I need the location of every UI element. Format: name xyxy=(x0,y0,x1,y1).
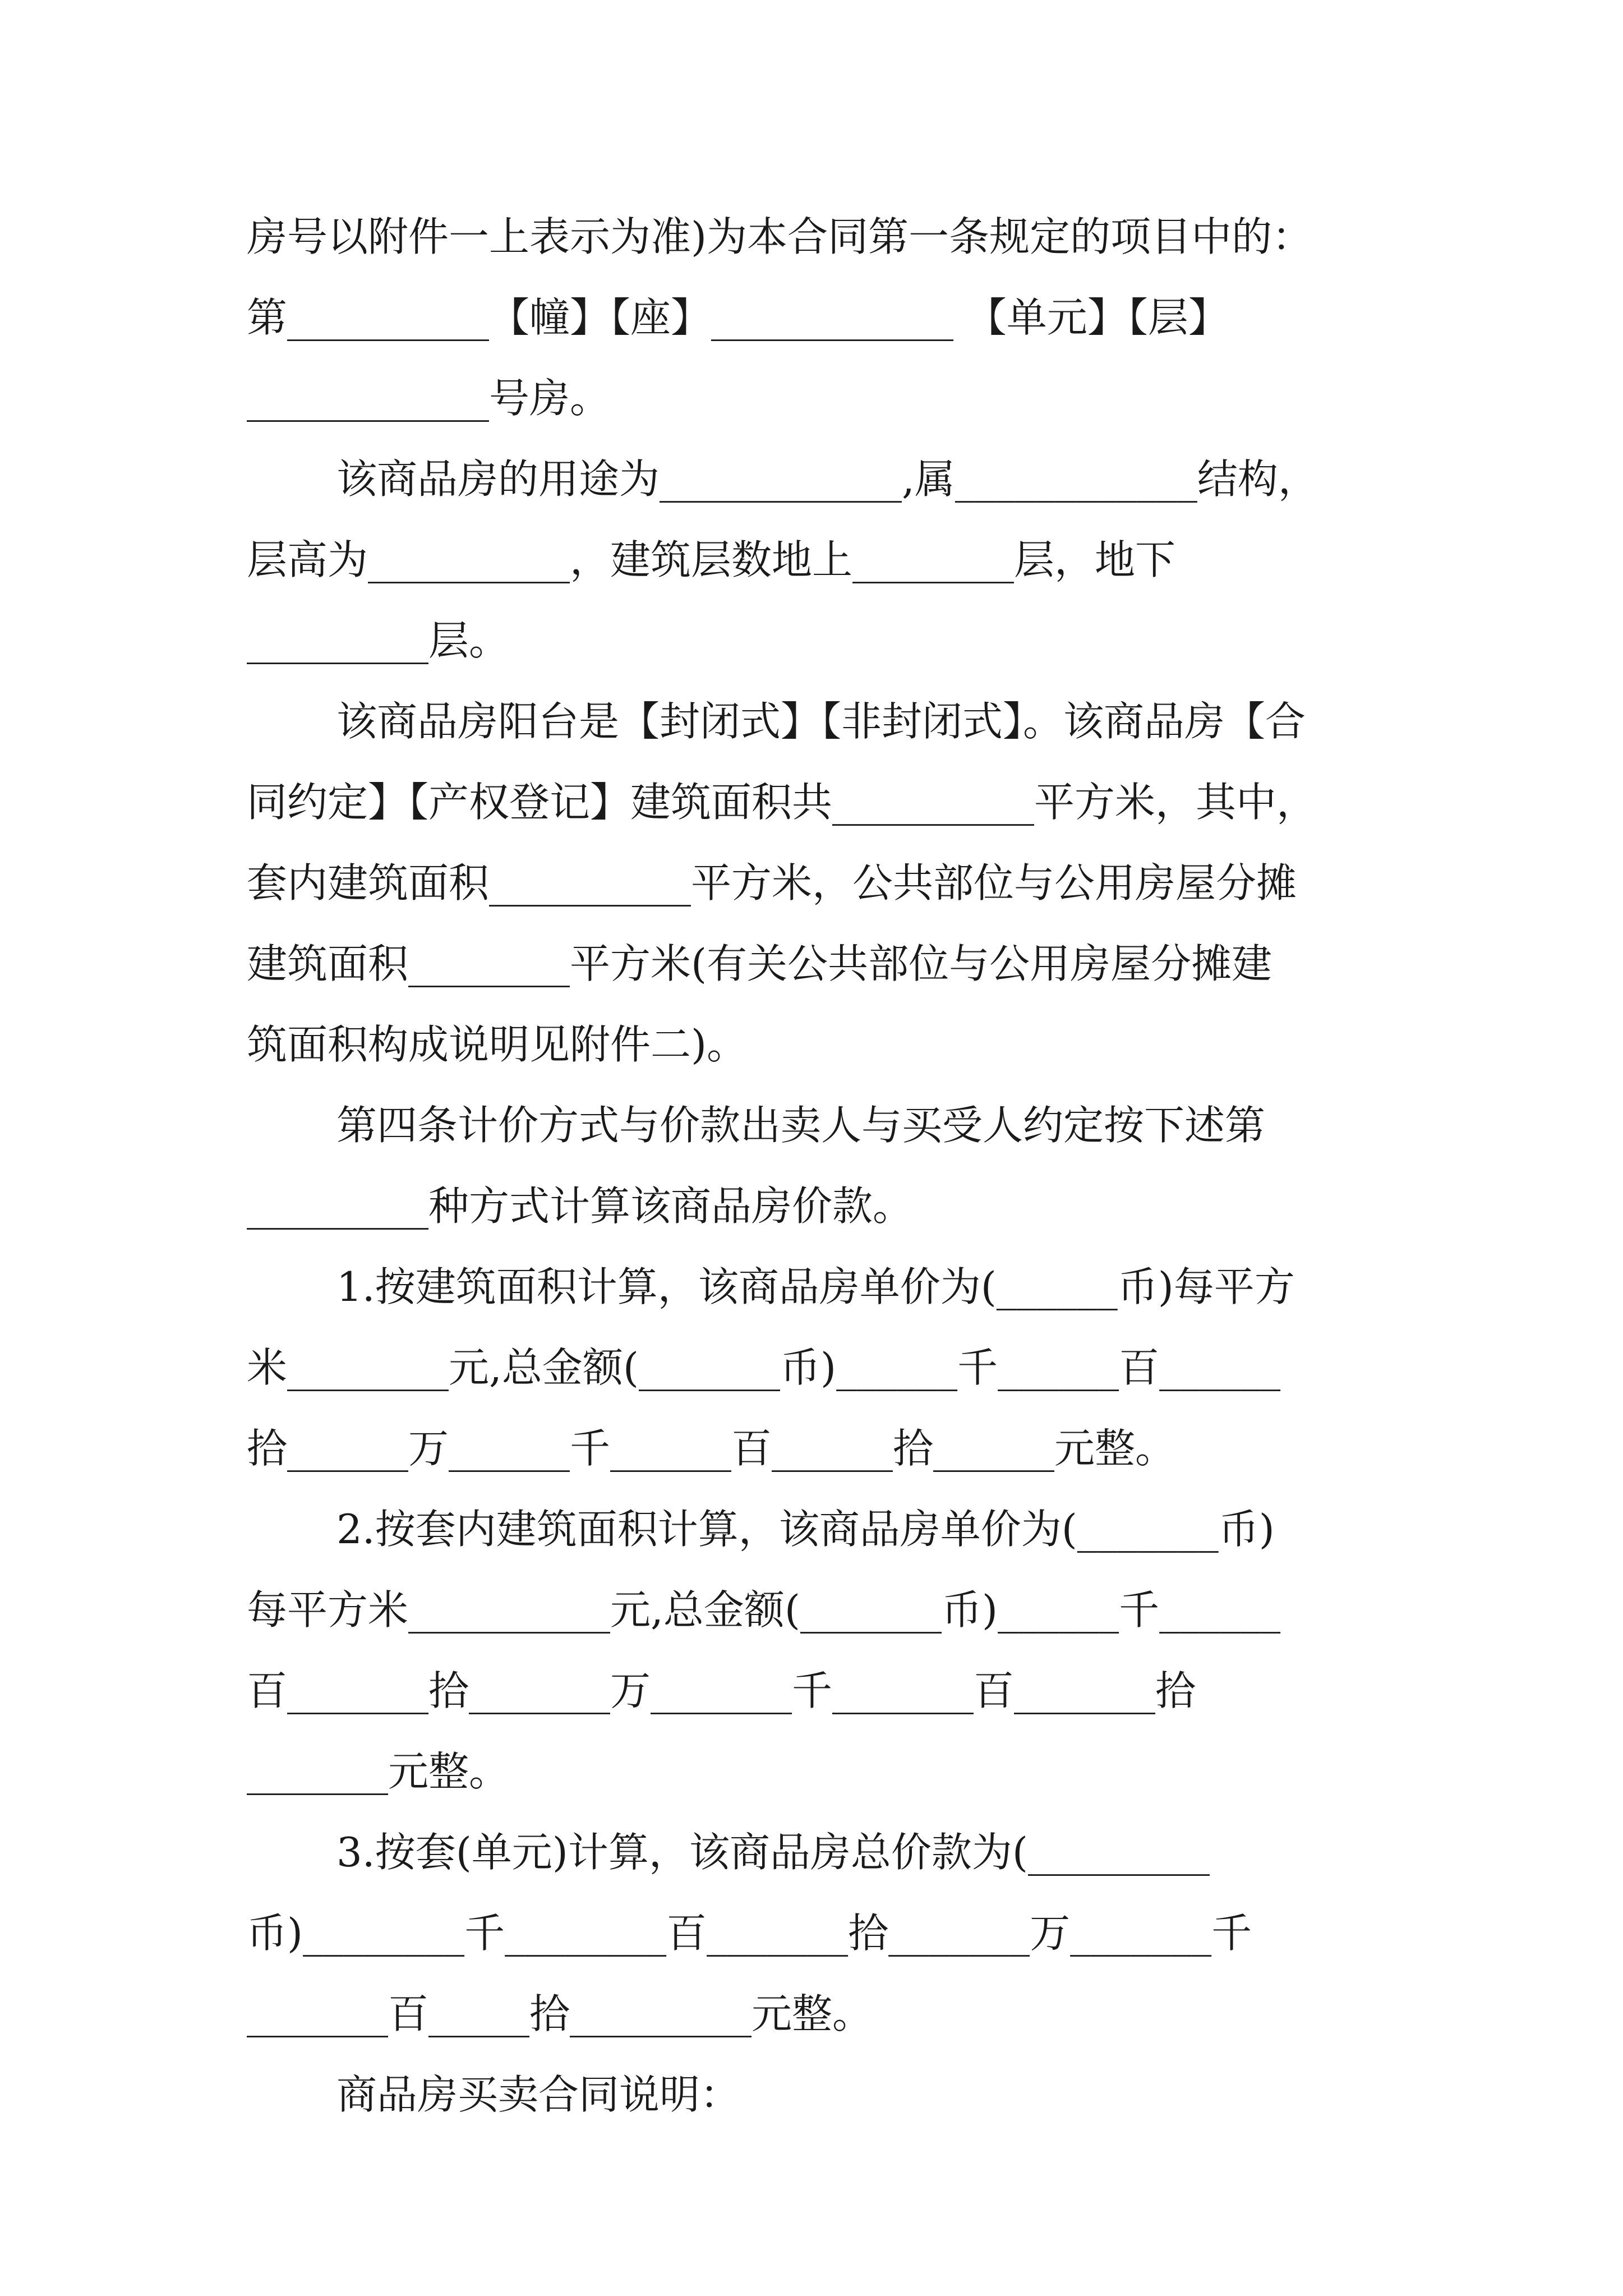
text-line-24: 商品房买卖合同说明： xyxy=(336,2071,741,2118)
text-line-16: 拾______万______千______百______拾______元整。 xyxy=(247,1425,1176,1472)
text-line-17: 2.按套内建筑面积计算，该商品房单价为(_______币) xyxy=(336,1506,1275,1553)
text-line-7: 该商品房阳台是【封闭式】【非封闭式】。该商品房【合 xyxy=(336,698,1306,745)
text-line-19: 百_______拾_______万_______千_______百_______拾 xyxy=(247,1667,1196,1714)
text-line-22: 币)________千________百_______拾_______万_______千 xyxy=(247,1910,1252,1957)
text-line-10: 建筑面积________平方米(有关公共部位与公用房屋分摊建 xyxy=(247,940,1272,987)
text-line-9: 套内建筑面积__________平方米，公共部位与公用房屋分摊 xyxy=(247,859,1297,907)
text-line-14: 1.按建筑面积计算，该商品房单价为(______币)每平方 xyxy=(336,1263,1295,1310)
text-line-3: ____________号房。 xyxy=(247,375,611,422)
text-line-1 xyxy=(247,197,1374,276)
text-line-23: _______百_____拾_________元整。 xyxy=(247,1990,873,2037)
text-line-15: 米________元,总金额(_______币)______千______百______ xyxy=(247,1344,1281,1391)
text-line-12: 第四条计价方式与价款出卖人与买受人约定按下述第 xyxy=(336,1102,1266,1149)
text-line-8: 同约定】【产权登记】建筑面积共__________平方米，其中， xyxy=(247,779,1317,826)
text-line-6: _________层。 xyxy=(247,617,510,664)
text-line-4: 该商品房的用途为____________,属____________结构， xyxy=(336,455,1318,503)
text-line-21: 3.按套(单元)计算，该商品房总价款为(_________ xyxy=(336,1829,1210,1876)
text-line-13: _________种方式计算该商品房价款。 xyxy=(247,1182,914,1230)
text-line-5: 层高为__________，建筑层数地上________层，地下 xyxy=(247,536,1176,583)
text-line-11: 筑面积构成说明见附件二)。 xyxy=(247,1021,748,1068)
text-line-2: 第__________【幢】【座】____________ 【单元】【层】 xyxy=(247,294,1229,341)
text-line-20: _______元整。 xyxy=(247,1748,510,1795)
text-line-18: 每平方米__________元,总金额(_______币)______千______ xyxy=(247,1586,1281,1634)
line-text: 房号以附件一上表示为准)为本合同第一条规定的项目中的： xyxy=(247,213,1313,260)
